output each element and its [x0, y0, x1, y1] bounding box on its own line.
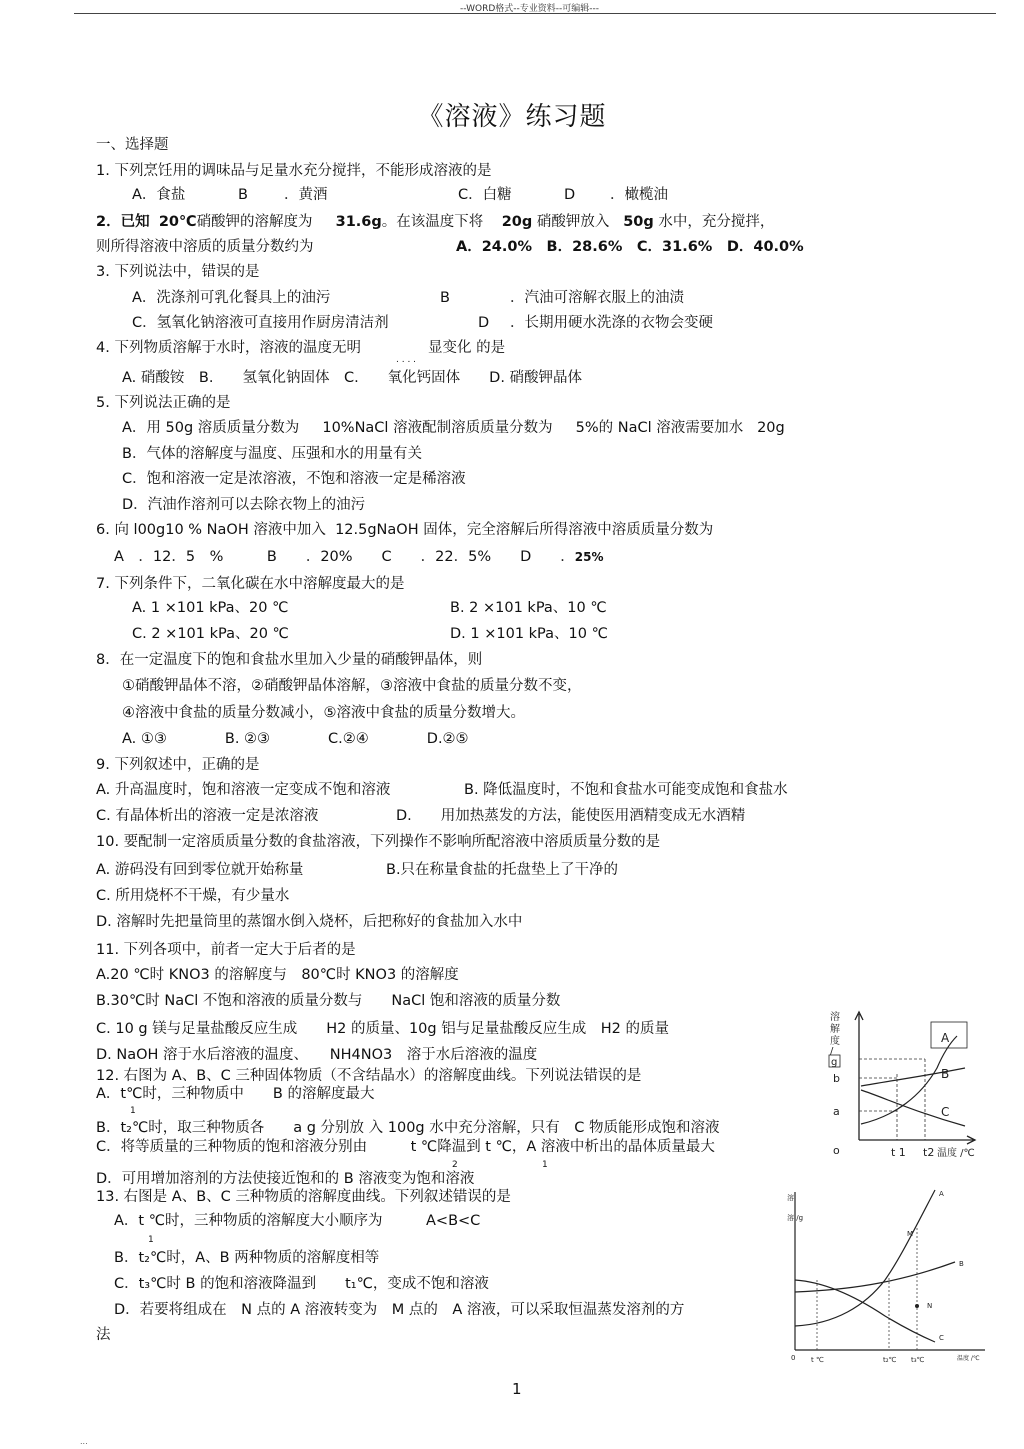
q12-option-c-subscript-2: 1	[542, 1160, 548, 1170]
question-4: 4. 下列物质溶解于水时，溶液的温度无明	[96, 340, 361, 356]
q11-option-b: B.30℃时 NaCl 不饱和溶液的质量分数与 NaCl 饱和溶液的质量分数	[96, 993, 561, 1009]
graph1-origin: o	[833, 1144, 840, 1157]
question-6: 6. 向 l00g10 % NaOH 溶液中加入 12.5gNaOH 固体，完全溶解后所得溶液中溶质质量分数为	[96, 522, 714, 538]
header-text: --WORD格式--专业资料--可编辑---	[460, 4, 600, 14]
q13-option-a-subscript: 1	[148, 1235, 154, 1245]
q1-option-a: A．食盐	[132, 187, 186, 203]
q3-option-d-text: ．长期用硬水洗涤的衣物会变硬	[510, 315, 713, 331]
graph2-xtick-t2: t₂℃	[883, 1356, 897, 1364]
svg-text:/: /	[830, 1046, 834, 1057]
q5-option-b: B．气体的溶解度与温度、压强和水的用量有关	[122, 446, 422, 462]
graph2-point-n-label: N	[927, 1302, 933, 1310]
graph2-origin: 0	[791, 1354, 796, 1362]
q7-option-d: D. 1 ×101 kPa、10 ℃	[450, 626, 608, 642]
q12-option-c: C．将等质量的三种物质的饱和溶液分别由 t ℃降温到 t ℃，A 溶液中析出的晶体质量最大	[96, 1139, 715, 1155]
q12-option-a-subscript: 1	[130, 1106, 136, 1116]
q8-options: A. ①③ B. ②③ C.②④ D.②⑤	[122, 731, 469, 747]
question-1: 1. 下列烹饪用的调味品与足量水充分搅拌，不能形成溶液的是	[96, 163, 492, 179]
page-number: 1	[512, 1380, 522, 1398]
graph1-ytick-a: a	[833, 1105, 840, 1118]
q3-option-c: C．氢氧化钠溶液可直接用作厨房清洁剂	[132, 315, 389, 331]
q12-option-a: A．t℃时，三种物质中 B 的溶解度最大	[96, 1086, 375, 1102]
q10-option-a: A. 游码没有回到零位就开始称量	[96, 862, 304, 878]
q10-option-b: B.只在称量食盐的托盘垫上了干净的	[386, 862, 619, 878]
q3-option-a: A．洗涤剂可乳化餐具上的油污	[132, 290, 331, 306]
question-8: 8．在一定温度下的饱和食盐水里加入少量的硝酸钾晶体，则	[96, 652, 483, 668]
q9-option-b: B. 降低温度时，不饱和食盐水可能变成饱和食盐水	[464, 782, 788, 798]
solubility-graph-q13	[785, 1188, 995, 1368]
q13-option-d-line2: 法	[96, 1327, 111, 1343]
q13-option-c: C．t₃℃时 B 的饱和溶液降温到 t₁℃，变成不饱和溶液	[114, 1276, 489, 1292]
graph2-curve-a-label: A	[939, 1190, 944, 1198]
question-2-line2: 则所得溶液中溶质的质量分数约为	[96, 239, 314, 255]
q12-option-b: B．t₂℃时，取三种物质各 a g 分别放 入 100g 水中充分溶解，只有 C 物质能形成饱和溶液	[96, 1120, 720, 1136]
question-10: 10. 要配制一定溶质质量分数的食盐溶液，下列操作不影响所配溶液中溶质质量分数的是	[96, 834, 661, 850]
q7-option-c: C. 2 ×101 kPa、20 ℃	[132, 626, 289, 642]
graph1-ytick-b: b	[833, 1072, 840, 1085]
q13-option-a: A．t ℃时，三种物质的溶解度大小顺序为 A<B<C	[114, 1213, 481, 1229]
svg-text:度: 度	[830, 1036, 840, 1047]
graph1-curve-c-label: C	[941, 1105, 950, 1119]
graph2-xaxis-label: 温度 /℃	[957, 1355, 980, 1362]
graph1-xaxis-label: 温度 /℃	[937, 1148, 975, 1159]
q13-option-b: B．t₂℃时，A、B 两种物质的溶解度相等	[114, 1250, 380, 1266]
q5-option-a: A．用 50g 溶质质量分数为 10%NaCl 溶液配制溶质质量分数为 5%的 NaCl 溶液需要加水 20g	[122, 420, 785, 436]
question-11: 11. 下列各项中，前者一定大于后者的是	[96, 942, 356, 958]
page-title: 《溶液》练习题	[417, 102, 607, 132]
graph2-curve-b-label: B	[959, 1260, 964, 1268]
q8-statement-2: ④溶液中食盐的质量分数减小，⑤溶液中食盐的质量分数增大。	[122, 705, 525, 721]
graph1-xtick-t2: t2	[923, 1146, 935, 1159]
graph2-ylabel: 溶 /g	[787, 1214, 804, 1222]
q7-option-a: A. 1 ×101 kPa、20 ℃	[132, 600, 289, 616]
q1-option-b: B	[238, 187, 248, 203]
graph2-curve-c-label: C	[939, 1334, 944, 1342]
graph1-curve-a-label: A	[941, 1031, 950, 1045]
q9-option-a: A. 升高温度时，饱和溶液一定变成不饱和溶液	[96, 782, 391, 798]
q1-option-c: C．白糖	[458, 187, 512, 203]
solubility-graph-q12	[825, 1008, 995, 1164]
q3-option-b: B	[440, 290, 450, 306]
q10-option-d: D. 溶解时先把量筒里的蒸馏水倒入烧杯，后把称好的食盐加入水中	[96, 914, 523, 930]
q3-option-d: D	[478, 315, 490, 331]
question-7: 7. 下列条件下，二氧化碳在水中溶解度最大的是	[96, 576, 405, 592]
question-12: 12. 右图为 A、B、C 三种固体物质（不含结晶水）的溶解度曲线。下列说法错误的是	[96, 1068, 642, 1084]
graph2-xtick-t1: t ℃	[811, 1356, 824, 1364]
graph1-xtick-t1: t 1	[891, 1146, 906, 1159]
q4-emphasis-dots: . . . .	[396, 355, 417, 365]
graph2-point-m-label: M	[907, 1230, 914, 1238]
graph2-point-n	[915, 1304, 919, 1308]
header-rule	[74, 13, 996, 14]
svg-text:溶: 溶	[830, 1012, 840, 1023]
q5-option-d: D．汽油作溶剂可以去除衣物上的油污	[122, 497, 366, 513]
q1-option-b-text: ．黄酒	[284, 187, 328, 203]
question-3: 3. 下列说法中，错误的是	[96, 264, 260, 280]
graph2-xtick-t3: t₃℃	[911, 1356, 925, 1364]
q5-option-c: C．饱和溶液一定是浓溶液，不饱和溶液一定是稀溶液	[122, 471, 466, 487]
q9-option-d: D. 用加热蒸发的方法，能使医用酒精变成无水酒精	[396, 808, 746, 824]
q11-option-a: A.20 ℃时 KNO3 的溶解度与 80℃时 KNO3 的溶解度	[96, 967, 459, 983]
q4-options: A. 硝酸铵 B. 氢氧化钠固体 C. 氧化钙固体 D. 硝酸钾晶体	[122, 370, 583, 386]
question-4-end: 显变化 的是	[428, 340, 506, 356]
q8-statement-1: ①硝酸钾晶体不溶，②硝酸钾晶体溶解，③溶液中食盐的质量分数不变，	[122, 678, 582, 694]
question-2: 2．已知 20℃硝酸钾的溶解度为 31.6g。在该温度下将 20g 硝酸钾放入 50g 水中，充分搅拌，	[96, 214, 775, 230]
question-5: 5. 下列说法正确的是	[96, 395, 231, 411]
svg-text:溶: 溶	[787, 1194, 794, 1202]
q3-option-b-text: ．汽油可溶解衣服上的油渍	[510, 290, 684, 306]
svg-text:解: 解	[830, 1024, 840, 1035]
q1-option-d: D	[564, 187, 576, 203]
q12-option-c-subscript-1: 2	[452, 1160, 458, 1170]
page-footer-mark: ...	[80, 1437, 88, 1446]
q1-option-d-text: ．橄榄油	[610, 187, 668, 203]
q13-option-d: D．若要将组成在 N 点的 A 溶液转变为 M 点的 A 溶液，可以采取恒温蒸发溶剂的方	[114, 1302, 685, 1318]
q12-option-d: D．可用增加溶剂的方法使接近饱和的 B 溶液变为饱和溶液	[96, 1171, 475, 1187]
section-heading: 一、选择题	[96, 137, 169, 153]
question-9: 9. 下列叙述中，正确的是	[96, 757, 260, 773]
q6-options: A ．12．5 % B ．20% C ．22．5% D ．25%	[114, 549, 604, 565]
graph1-curve-b-label: B	[941, 1067, 950, 1081]
question-13: 13. 右图是 A、B、C 三种物质的溶解度曲线。下列叙述错误的是	[96, 1189, 511, 1205]
graph1-ytick-g: g	[831, 1057, 838, 1068]
q10-option-c: C. 所用烧杯不干燥，有少量水	[96, 888, 290, 904]
q11-option-d: D. NaOH 溶于水后溶液的温度、 NH4NO3 溶于水后溶液的温度	[96, 1047, 538, 1063]
q9-option-c: C. 有晶体析出的溶液一定是浓溶液	[96, 808, 319, 824]
q2-options: A．24.0% B．28.6% C．31.6% D．40.0%	[456, 239, 804, 255]
page-header	[0, 0, 1024, 16]
q7-option-b: B. 2 ×101 kPa、10 ℃	[450, 600, 607, 616]
q11-option-c: C. 10 g 镁与足量盐酸反应生成 H2 的质量、10g 铝与足量盐酸反应生成 H2 的质量	[96, 1021, 669, 1037]
